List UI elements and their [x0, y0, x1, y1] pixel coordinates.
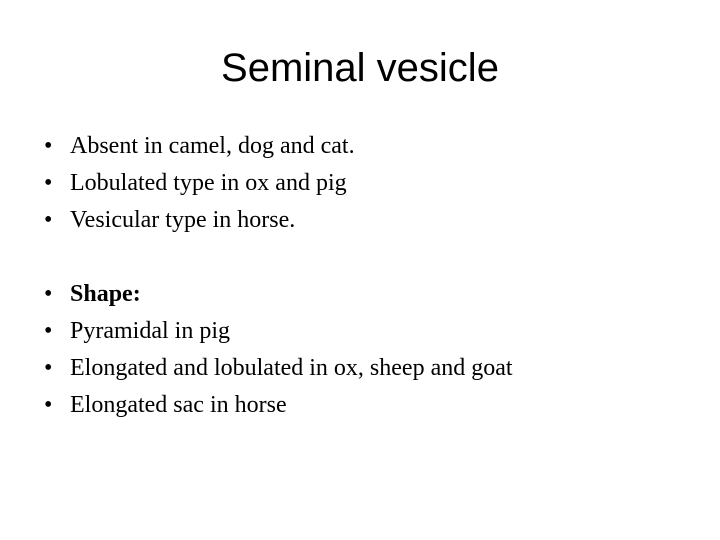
bullet-icon: •	[44, 355, 53, 381]
list-item-text: Lobulated type in ox and pig	[70, 170, 347, 196]
list-item	[44, 387, 513, 424]
list-item	[44, 165, 355, 202]
slide-title: Seminal vesicle	[221, 46, 499, 90]
bullet-icon: •	[44, 133, 53, 159]
list-item	[44, 276, 513, 313]
bullet-icon: •	[44, 170, 53, 196]
bullet-icon: •	[44, 281, 53, 307]
list-item	[44, 313, 513, 350]
list-item-text: Vesicular type in horse.	[70, 207, 296, 233]
list-item	[44, 202, 355, 239]
bullet-list-shape	[44, 276, 513, 424]
list-item-text: Elongated and lobulated in ox, sheep and goat	[70, 355, 513, 381]
bullet-icon: •	[44, 392, 53, 418]
list-item	[44, 350, 513, 387]
bullet-icon: •	[44, 318, 53, 344]
list-item-text: Absent in camel, dog and cat.	[70, 133, 355, 159]
list-item-text: Pyramidal in pig	[70, 318, 230, 344]
bullet-icon: •	[44, 207, 53, 233]
list-item-text: Elongated sac in horse	[70, 392, 287, 418]
shape-heading: Shape:	[70, 281, 141, 307]
bullet-list-presence	[44, 128, 355, 239]
list-item	[44, 128, 355, 165]
